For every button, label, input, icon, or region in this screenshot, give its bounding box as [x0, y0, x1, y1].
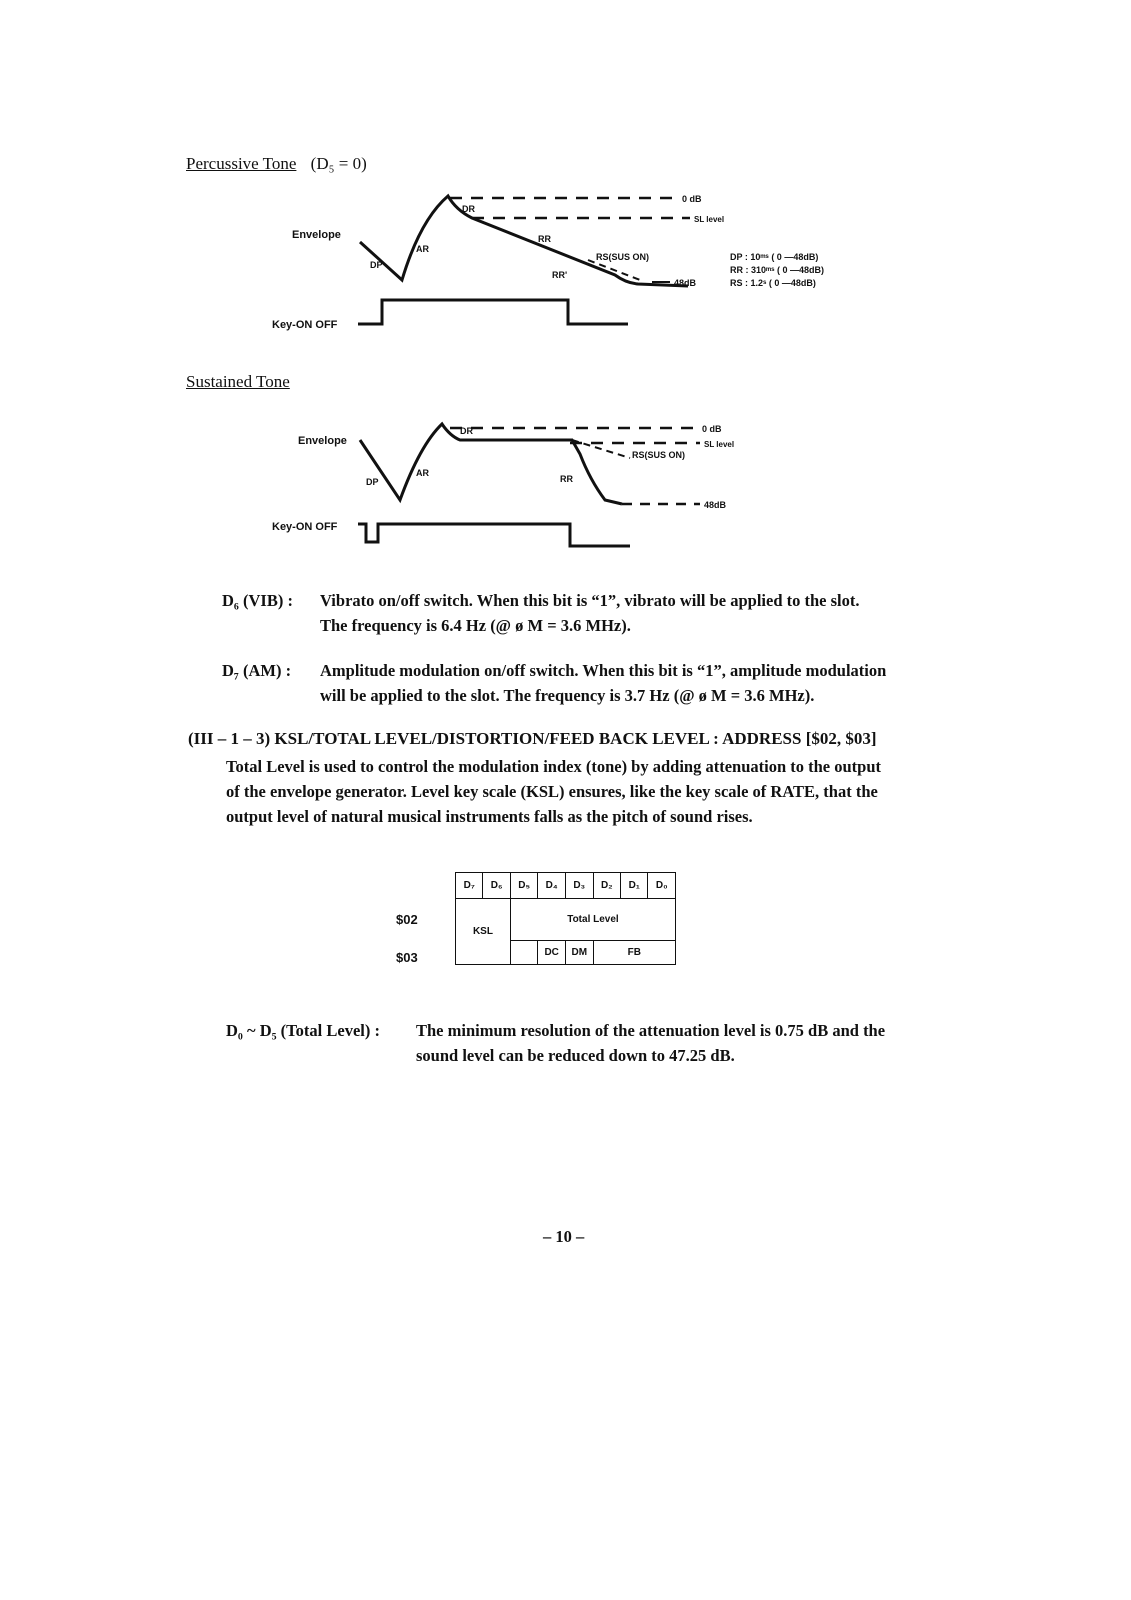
percussive-envelope-diagram [260, 180, 880, 340]
sl-level-label: SL level [704, 440, 735, 449]
keyon-label: Key-ON OFF [272, 521, 338, 533]
section-line1: Total Level is used to control the modulation index (tone) by adding attenuation to the output [226, 757, 882, 776]
percussive-condition: (D₅ = 0) [310, 154, 367, 173]
d7-line1: Amplitude modulation on/off switch. When this bit is “1”, amplitude modulation [320, 661, 887, 680]
keyon-label: Key-ON OFF [272, 319, 338, 331]
bit-d3: D₃ [565, 873, 593, 899]
d0-term: D₀ ~ D₅ (Total Level) : [226, 1021, 380, 1040]
d7-term: D₇ (AM) : [222, 661, 292, 680]
envelope-label: Envelope [292, 229, 341, 241]
empty-cell [510, 941, 537, 965]
bit-d1: D₁ [621, 873, 648, 899]
addr-03: $03 [396, 950, 418, 965]
bit-d4: D₄ [538, 873, 566, 899]
ksl-cell: KSL [456, 899, 511, 965]
note-rs: RS : 1.2ˢ ( 0 —48dB) [730, 278, 816, 288]
d0-line1: The minimum resolution of the attenuation level is 0.75 dB and the [416, 1021, 886, 1040]
rs-line [588, 260, 640, 280]
rs-label: RS(SUS ON) [632, 450, 686, 460]
rs-label: RS(SUS ON) [596, 252, 650, 262]
envelope-curve [360, 196, 688, 286]
dr-label: DR [462, 204, 475, 214]
percussive-title: Percussive Tone [186, 154, 297, 173]
d6-line2: The frequency is 6.4 Hz (@ ø M = 3.6 MHz). [320, 616, 631, 635]
section-line2: of the envelope generator. Level key scale (KSL) ensures, like the key scale of RATE, that the [226, 782, 878, 801]
dm-cell: DM [565, 941, 593, 965]
note-rr: RR : 310ᵐˢ ( 0 —48dB) [730, 265, 824, 275]
d6-line1: Vibrato on/off switch. When this bit is “1”, vibrato will be applied to the slot. [320, 591, 860, 610]
ar-label: AR [416, 468, 429, 478]
page-number: – 10 – [543, 1227, 585, 1246]
d0-definition [226, 1018, 946, 1068]
section-line3: output level of natural musical instruments falls as the pitch of sound rises. [226, 807, 753, 826]
dr-label: DR [460, 426, 473, 436]
sustained-title: Sustained Tone [186, 372, 290, 391]
section-heading: (III – 1 – 3) KSL/TOTAL LEVEL/DISTORTION/FEED BACK LEVEL : ADDRESS [$02, $03] [188, 729, 877, 748]
rr-label: RR [560, 474, 573, 484]
envelope-label: Envelope [298, 435, 347, 447]
addr-02: $02 [396, 912, 418, 927]
keyon-waveform [358, 524, 630, 546]
sl-level-label: SL level [694, 215, 725, 224]
bit-d7: D₇ [456, 873, 483, 899]
dp-label: DP [370, 260, 383, 270]
bit-d5: D₅ [510, 873, 537, 899]
bit-d2: D₂ [593, 873, 620, 899]
dc-cell: DC [538, 941, 566, 965]
section-body [226, 754, 946, 829]
sustained-heading [186, 372, 290, 392]
m48-label: 48dB [674, 278, 697, 288]
total-level-cell: Total Level [510, 899, 675, 941]
bit-d6: D₆ [483, 873, 510, 899]
keyon-waveform [358, 300, 628, 324]
d7-definition [222, 658, 932, 708]
rr-label: RR [538, 234, 551, 244]
zero-db-label: 0 dB [702, 424, 722, 434]
d6-term: D₆ (VIB) : [222, 591, 293, 610]
fb-cell: FB [593, 941, 675, 965]
sustained-envelope-diagram [260, 410, 780, 570]
note-dp: DP : 10ᵐˢ ( 0 —48dB) [730, 252, 819, 262]
rr2-label: RR' [552, 270, 568, 280]
d7-line2: will be applied to the slot. The frequency is 3.7 Hz (@ ø M = 3.6 MHz). [320, 686, 815, 705]
percussive-heading [186, 154, 367, 174]
ar-label: AR [416, 244, 429, 254]
d6-definition [222, 588, 932, 638]
bit-d0: D₀ [648, 873, 676, 899]
zero-db-label: 0 dB [682, 194, 702, 204]
dp-label: DP [366, 477, 379, 487]
envelope-curve [360, 424, 622, 504]
m48-label: 48dB [704, 500, 727, 510]
register-table [455, 872, 676, 965]
d0-line2: sound level can be reduced down to 47.25 dB. [416, 1046, 735, 1065]
